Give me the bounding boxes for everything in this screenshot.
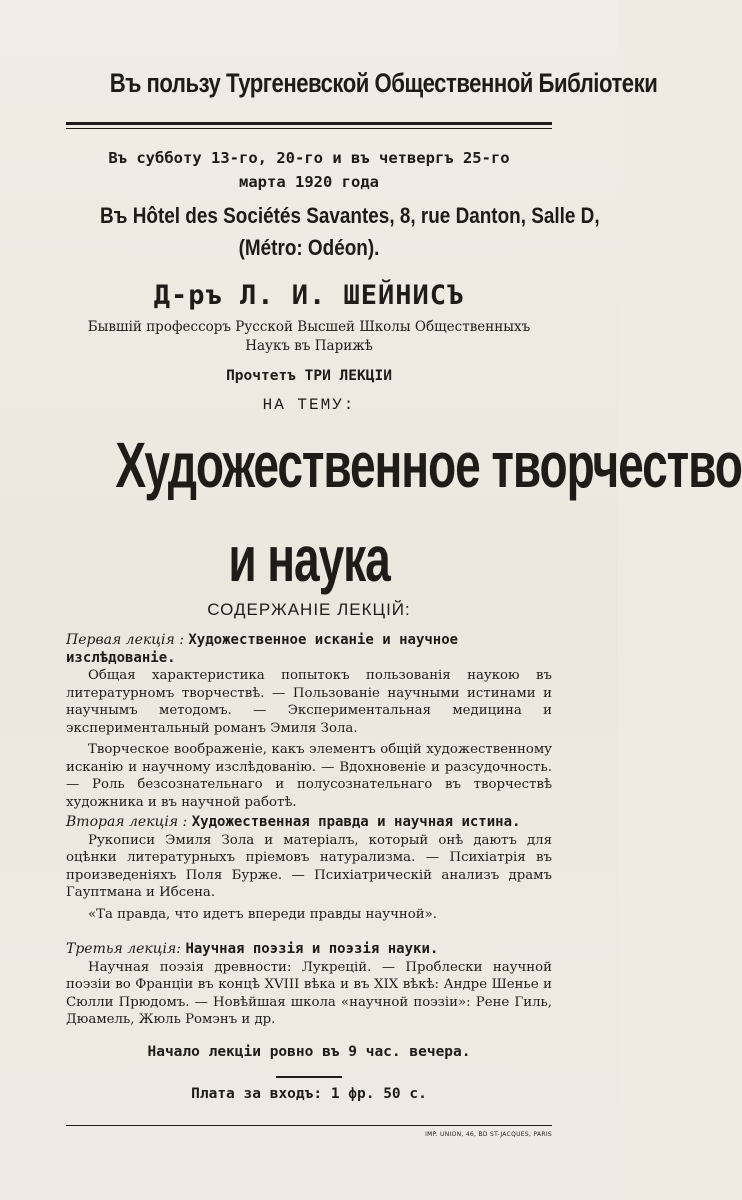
reads-three-lectures: Прочтетъ ТРИ ЛЕКЦІИ: [226, 368, 392, 384]
lecture-title: [115, 418, 742, 606]
lecture-2-name: Художественная правда и научная истина.: [191, 814, 521, 830]
lecture-1-label: Первая лекція: [66, 632, 175, 648]
double-rule-thick: [66, 122, 552, 125]
lecture-1-name: Художественное исканіе и научное изслѣдованіе.: [66, 632, 459, 666]
dates-line-1: Въ субботу 13-го, 20-го и въ четвергъ 25-го: [108, 149, 510, 167]
lecture-2-paragraph-2: «Та правда, что идетъ впереди правды научной».: [88, 906, 438, 922]
double-rule-thin: [66, 128, 552, 129]
lecture-1: [66, 632, 552, 815]
venue-line-2: (Métro: Odéon).: [238, 235, 380, 260]
lecture-1-heading: Первая лекція : Художественное исканіе и научное изслѣдованіе.: [66, 632, 459, 666]
lecture-2-paragraph-1: Рукописи Эмиля Зола и матеріалъ, который онѣ даютъ для оцѣнки литературныхъ пріемовъ натурализма. — Психіатрія въ произведеніяхъ Поля Бурже. — Психіатрическій анализъ драмъ Гауптмана и Ибсена.: [66, 832, 552, 900]
lecture-3-name: Научная поэзія и поэзія науки.: [185, 941, 439, 957]
poster-header: Въ пользу Тургеневской Общественной Библіотеки: [109, 68, 658, 98]
bottom-rule: [66, 1125, 552, 1126]
on-the-theme: НА ТЕМУ:: [262, 396, 356, 414]
venue-line-1: Въ Hôtel des Sociétés Savantes, 8, rue Danton, Salle D,: [100, 203, 600, 228]
printer-imprint: IMP. UNION, 46, BD ST-JACQUES, PARIS: [425, 1131, 552, 1138]
lecture-1-paragraph-2: Творческое воображеніе, какъ элементъ общій художественному исканію и научному изслѣдованію. — Вдохновеніе и разсудочность. — Роль безсознательнаго и полусознательнаго въ творчествѣ художника и въ научной работѣ.: [66, 742, 552, 810]
lecture-title-line-2: и наука: [228, 523, 390, 595]
lecture-3-label: Третья лекція: [66, 941, 177, 957]
dates: [66, 146, 552, 194]
entry-fee: Плата за входъ: 1 фр. 50 с.: [191, 1086, 427, 1102]
lecture-2-label: Вторая лекція: [66, 814, 179, 830]
author-description-line-2: Наукъ въ Парижѣ: [245, 338, 373, 354]
contents-heading: СОДЕРЖАНІЕ ЛЕКЦІЙ:: [207, 600, 411, 619]
author-description: [66, 318, 552, 356]
lecture-3: [66, 941, 552, 1033]
short-divider: [276, 1076, 342, 1078]
dates-line-2: марта 1920 года: [239, 173, 379, 191]
lecture-title-line-1: Художественное творчество: [115, 429, 742, 501]
venue: [100, 200, 600, 264]
lecture-3-paragraph-1: Научная поэзія древности: Лукрецій. — Проблески научной поэзіи во Франціи въ концѣ XVIII вѣка и въ XIX вѣкѣ: Андре Шенье и Сюлли Прюдомъ. — Новѣйшая школа «научной поэзіи»: Рене Гиль, Дюамель, Жюль Ромэнъ и др.: [66, 959, 552, 1027]
lecture-1-paragraph-1: Общая характеристика попытокъ пользованія наукою въ литературномъ творчествѣ. — Пользованіе научными истинами и научнымъ методомъ. — Экспериментальная медицина и экспериментальный романъ Эмиля Зола.: [66, 668, 552, 736]
start-time: Начало лекціи ровно въ 9 час. вечера.: [147, 1044, 471, 1060]
lecture-2: [66, 814, 552, 927]
lecture-3-heading: Третья лекція: Научная поэзія и поэзія науки.: [66, 941, 439, 957]
lecture-2-heading: Вторая лекція : Художественная правда и научная истина.: [66, 814, 521, 830]
author-name: Д-ръ Л. И. ШЕЙНИСЪ: [153, 280, 465, 311]
author-description-line-1: Бывшій профессоръ Русской Высшей Школы Общественныхъ: [87, 319, 531, 335]
